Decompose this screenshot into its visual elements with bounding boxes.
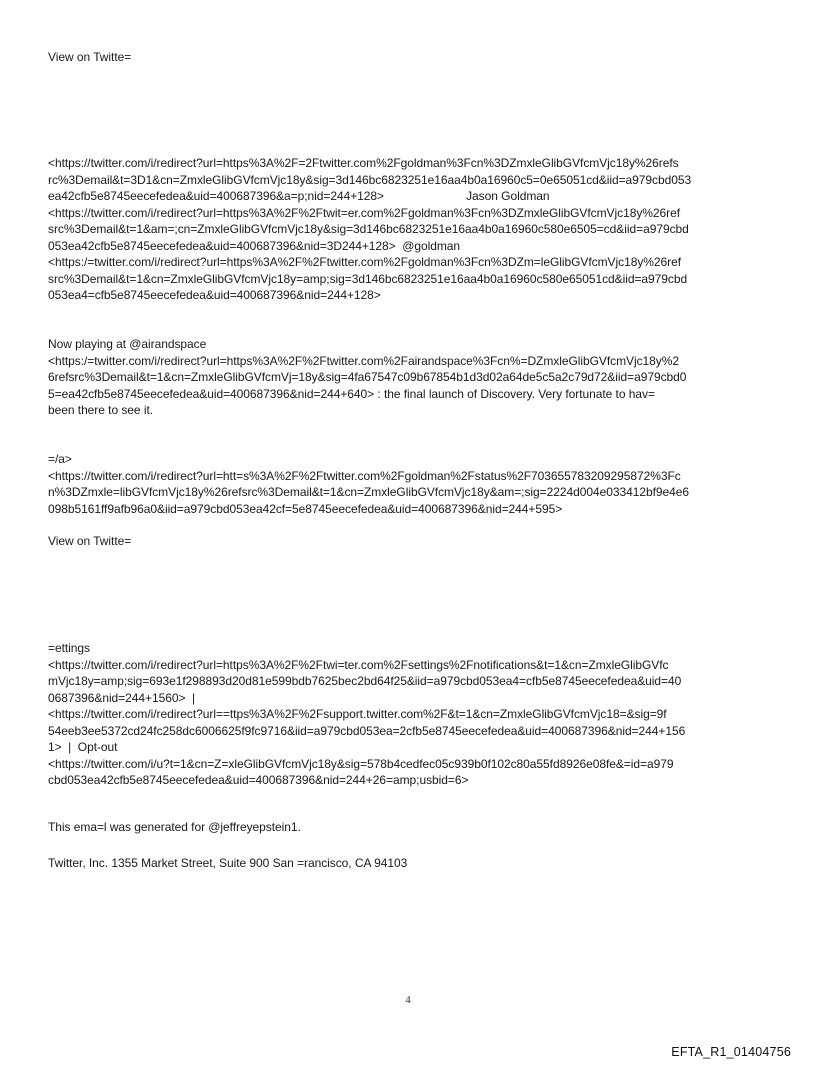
tweet-text-line: been there to see it.	[48, 403, 154, 417]
text-line[interactable]: mVjc18y=amp;sig=693e1f298893d20d81e599bdb7625bec2bd64f25&iid=a979cbd053ea4=cfb5e8745eecefedea&uid=40	[48, 674, 682, 688]
text-line[interactable]: <https://twitter.com/i/redirect?url=https%3A%2F%2Ftwi=ter.com%2Fsettings%2Fnotifications&t=1&cn=ZmxleGlibGVfc	[48, 657, 669, 672]
redirect-block-goldman	[48, 155, 691, 304]
opt-out-link[interactable]: 1> | Opt-out	[48, 740, 118, 754]
status-link-block	[48, 451, 689, 517]
text-line[interactable]: src%3Demail&t=1&cn=ZmxleGlibGVfcmVjc18y=amp;sig=3d146bc6823251e16aa4b0a16960c580e65051cd&iid=a979cbd	[48, 271, 688, 286]
text-line[interactable]: 098b5161ff9afb96a0&iid=a979cbd053ea42cf=5e8745eecefedea&uid=400687396&nid=244+595>	[48, 501, 563, 516]
text-line[interactable]: rc%3Demail&t=3D1&cn=ZmxleGlibGVfcmVjc18y&sig=3d146bc6823251e16aa4b0a16960c5=0e65051cd&iid=a979cbd053	[48, 172, 692, 187]
text-line[interactable]: 053ea4=cfb5e8745eecefedea&uid=400687396&nid=244+128>	[48, 288, 381, 302]
tweet-text-block	[48, 336, 686, 419]
text-line[interactable]: <https://twitter.com/i/redirect?url=htt=s%3A%2F%2Ftwitter.com%2Fgoldman%2Fstatus%2F703655783209295872%3Fc	[48, 468, 681, 483]
text-line[interactable]: <https://twitter.com/i/redirect?url==ttps%3A%2F%2Fsupport.twitter.com%2F&t=1&cn=ZmxleGlibGVfcmVjc18=&sig=9f	[48, 707, 667, 721]
tweet-text-line: Now playing at @airandspace	[48, 337, 207, 351]
text-line[interactable]: <https:/=twitter.com/i/redirect?url=https%3A%2F%2Ftwitter.com%2Fairandspace%3Fcn%=DZmxleGlibGVfcmVjc18y%2	[48, 353, 679, 368]
text-line[interactable]: <https:/=twitter.com/i/redirect?url=https%3A%2F%2Ftwitter.com%2Fgoldman%3Fcn%3DZm=leGlibGVfcmVjc18y%26ref	[48, 255, 682, 269]
settings-label[interactable]: =ettings	[48, 641, 90, 655]
text-line[interactable]: src%3Demail&t=1&am=;cn=ZmxleGlibGVfcmVjc18y&sig=3d146bc6823251e16aa4b0a16960c580e6505=cd&iid=a979cbd	[48, 222, 689, 236]
text-line[interactable]: 5=ea42cfb5e8745eecefedea&uid=400687396&nid=244+640> : the final launch of Discovery. Very fortunate to hav=	[48, 386, 655, 401]
text-line: =/a>	[48, 452, 72, 466]
text-line[interactable]: cbd053ea42cfb5e8745eecefedea&uid=400687396&nid=244+26=amp;usbid=6>	[48, 773, 469, 787]
text-line[interactable]: <https://twitter.com/i/u?t=1&cn=Z=xleGlibGVfcmVjc18y&sig=578b4cedfec05c939b0f102c80a55fd8926e08fe&=id=a979	[48, 756, 674, 771]
text-line[interactable]: 6refsrc%3Demail&t=1&cn=ZmxleGlibGVfcmVj=18y&sig=4fa67547c09b67854b1d3d02a64de5c5a2c79d72&iid=a979cbd0	[48, 370, 687, 384]
text-line[interactable]: 053ea42cfb5e8745eecefedea&uid=400687396&nid=3D244+128> @goldman	[48, 238, 461, 253]
generated-for-text: This ema=l was generated for @jeffreyepstein1.	[48, 820, 301, 834]
text-line[interactable]: ea42cfb5e8745eecefedea&uid=400687396&a=p;nid=244+128> Jason Goldman	[48, 189, 550, 203]
view-on-twitter-link-2[interactable]: View on Twitte=	[48, 534, 132, 548]
bates-number: EFTA_R1_01404756	[671, 1045, 791, 1059]
text-line[interactable]: 0687396&nid=244+1560> |	[48, 690, 196, 705]
view-on-twitter-link-1[interactable]: View on Twitte=	[48, 50, 132, 64]
page-number: 4	[405, 994, 411, 1006]
text-line[interactable]: 54eeb3ee5372cd24fc258dc6006625f9fc9716&iid=a979cbd053ea=2cfb5e8745eecefedea&uid=400687396&nid=244+156	[48, 723, 686, 738]
settings-links-block	[48, 640, 685, 789]
company-address: Twitter, Inc. 1355 Market Street, Suite 900 San =rancisco, CA 94103	[48, 856, 408, 870]
text-line[interactable]: <https://twitter.com/i/redirect?url=https%3A%2F%2Ftwit=er.com%2Fgoldman%3Fcn%3DZmxleGlibGVfcmVjc18y%26ref	[48, 205, 680, 220]
text-line[interactable]: n%3DZmxle=libGVfcmVjc18y%26refsrc%3Demail&t=1&cn=ZmxleGlibGVfcmVjc18y&am=;sig=2224d004e033412bf9e4e6	[48, 485, 689, 499]
text-line[interactable]: <https://twitter.com/i/redirect?url=https%3A%2F=2Ftwitter.com%2Fgoldman%3Fcn%3DZmxleGlibGVfcmVjc18y%26refs	[48, 156, 679, 170]
